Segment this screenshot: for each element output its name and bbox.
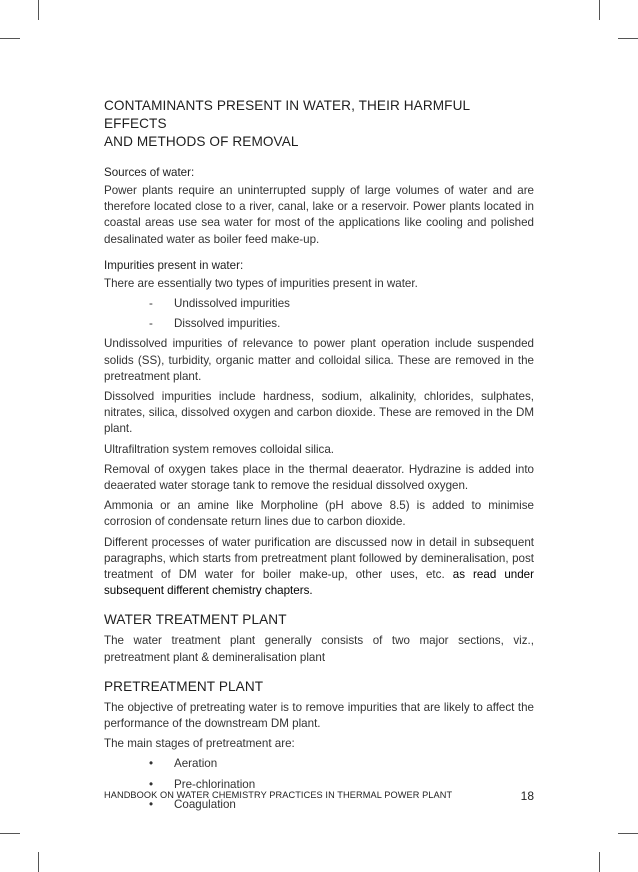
crop-mark bbox=[38, 852, 39, 872]
dissolved-paragraph: Dissolved impurities include hardness, sodium, alkalinity, chlorides, sulphates, nitrates, silica, dissolved oxygen and carbon dioxide. These are removed in the DM plant. bbox=[104, 390, 534, 436]
main-heading bbox=[104, 97, 534, 151]
list-item-text: Coagulation bbox=[174, 797, 236, 811]
page-content bbox=[104, 97, 534, 817]
processes-paragraph bbox=[104, 535, 534, 600]
undissolved-paragraph: Undissolved impurities of relevance to power plant operation include suspended solids (SS), turbidity, organic matter and colloidal silica. These are removed in the pretreatment plant. bbox=[104, 337, 534, 383]
crop-mark bbox=[0, 833, 20, 834]
list-item-text: Pre-chlorination bbox=[174, 777, 256, 791]
ammonia-paragraph: Ammonia or an amine like Morpholine (pH above 8.5) is added to minimise corrosion of condensate return lines due to carbon dioxide. bbox=[104, 499, 534, 529]
wtp-heading: WATER TREATMENT PLANT bbox=[104, 612, 287, 628]
impurity-types-list bbox=[104, 296, 534, 332]
crop-mark bbox=[618, 833, 638, 834]
main-heading-line: AND METHODS OF REMOVAL bbox=[104, 134, 299, 149]
bullet-marker: • bbox=[149, 757, 154, 771]
list-item bbox=[104, 296, 534, 312]
list-item-text: Aeration bbox=[174, 757, 218, 771]
crop-mark bbox=[599, 852, 600, 872]
sources-heading: Sources of water: bbox=[104, 166, 195, 179]
bullet-marker: • bbox=[149, 777, 154, 791]
main-heading-line: CONTAMINANTS PRESENT IN WATER, THEIR HARMFUL EFFECTS bbox=[104, 98, 470, 131]
dash-marker: - bbox=[149, 317, 153, 331]
crop-mark bbox=[38, 0, 39, 20]
list-item bbox=[104, 316, 534, 332]
pretreatment-paragraph: The objective of pretreating water is to remove impurities that are likely to affect the performance of the downstream DM plant. bbox=[104, 700, 534, 731]
oxygen-removal-paragraph: Removal of oxygen takes place in the thermal deaerator. Hydrazine is added into deaerated water storage tank to remove the residual dissolved oxygen. bbox=[104, 462, 534, 493]
crop-mark bbox=[618, 38, 638, 39]
bullet-marker: • bbox=[149, 797, 154, 811]
processes-text: Different processes of water purification are discussed now in detail in subsequent paragraphs, which starts from pretreatment plant followed by demineralisation, post treatment of DM water for boiler make-up, other uses, etc. bbox=[104, 535, 534, 582]
page-number: 18 bbox=[520, 789, 534, 803]
list-item bbox=[104, 756, 534, 772]
wtp-paragraph: The water treatment plant generally consists of two major sections, viz., pretreatment plant & demineralisation plant bbox=[104, 634, 534, 664]
dash-marker: - bbox=[149, 297, 153, 311]
page-footer bbox=[104, 789, 534, 803]
pretreatment-heading: PRETREATMENT PLANT bbox=[104, 678, 264, 694]
impurities-intro: There are essentially two types of impurities present in water. bbox=[104, 276, 418, 290]
ultrafiltration-paragraph: Ultrafiltration system removes colloidal silica. bbox=[104, 442, 335, 456]
crop-mark bbox=[0, 38, 20, 39]
pretreatment-stages-list bbox=[104, 756, 534, 813]
processes-tail: as read under subsequent different chemistry chapters. bbox=[104, 568, 534, 598]
list-item-text: Undissolved impurities bbox=[174, 297, 290, 311]
impurities-heading: Impurities present in water: bbox=[104, 258, 244, 272]
crop-mark bbox=[599, 0, 600, 20]
footer-title: HANDBOOK ON WATER CHEMISTRY PRACTICES IN THERMAL POWER PLANT bbox=[104, 790, 453, 800]
sources-paragraph: Power plants require an uninterrupted supply of large volumes of water and are therefore located close to a river, canal, lake or a reservoir. Power plants located in coastal areas use sea water for most of the applications like cooling and polished desalinated water as boiler feed make-up. bbox=[104, 184, 534, 246]
pretreatment-stages-intro: The main stages of pretreatment are: bbox=[104, 737, 295, 751]
list-item-text: Dissolved impurities. bbox=[174, 317, 281, 331]
